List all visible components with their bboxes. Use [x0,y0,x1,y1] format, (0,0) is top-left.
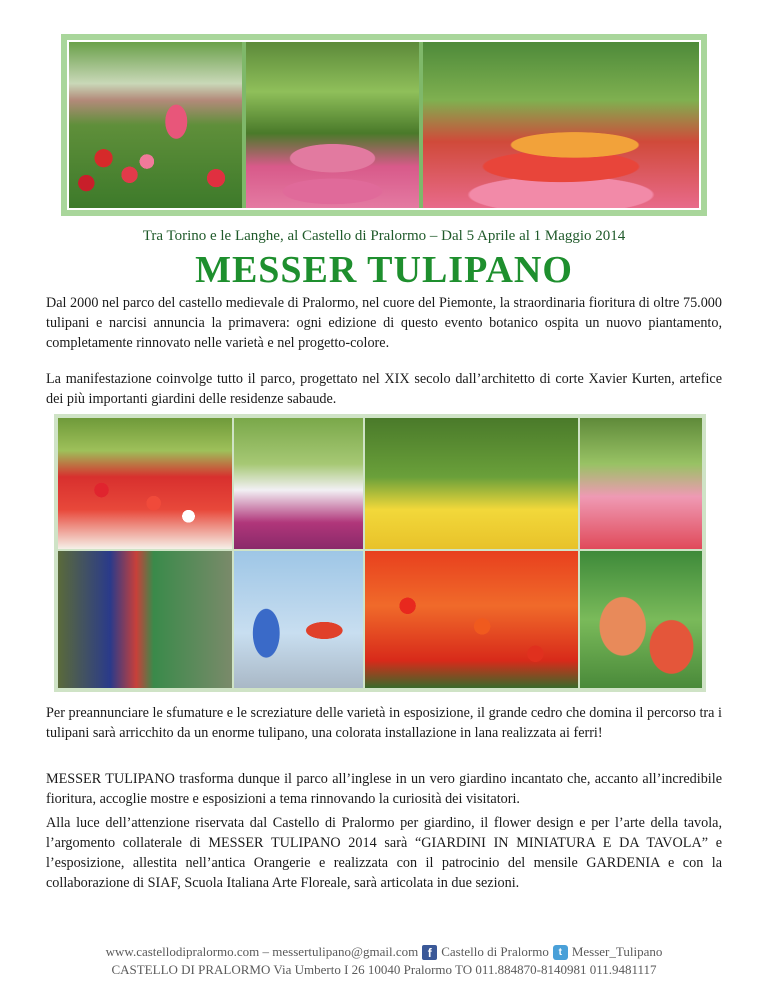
collage-photo-orange-tulips [365,551,578,688]
event-subtitle: Tra Torino e le Langhe, al Castello di Pralormo – Dal 5 Aprile al 1 Maggio 2014 [142,228,626,244]
footer-twitter-label[interactable]: Messer_Tulipano [571,944,663,959]
garden-paragraph: MESSER TULIPANO trasforma dunque il parco all’inglese in un vero giardino incantato che, accanto all’incredibile fioritura, accoglie mostre e esposizioni a tema rinnovando la curiosità dei visitatori. [46,771,722,807]
collage-photo-knitted-tree [58,551,232,688]
footer-facebook-label[interactable]: Castello di Pralormo [441,944,549,959]
footer-contacts[interactable]: www.castellodipralormo.com – messertulipano@gmail.com [105,944,419,959]
collage-photo-knitted-branches [234,551,363,688]
facebook-icon[interactable]: f [422,945,437,960]
exhibition-paragraph: Alla luce dell’attenzione riservata dal Castello di Pralormo per giardino, il flower design e per l’arte della tavola, l’argomento collaterale di MESSER TULIPANO 2014 sarà “GIARDINI IN MINIATURA E DA TAVOLA” e l’esposizione, allestita nell’antica Orangerie e realizzata con il patrocinio del mensile GARDENIA e con la collaborazione di SIAF, Scuola Italiana Arte Floreale, sarà articolata in due sezioni. [46,815,722,891]
top-photo-banner [61,34,707,216]
twitter-icon[interactable]: t [553,945,568,960]
park-tulips-photo [246,42,419,208]
footer-contacts-line [0,944,768,960]
collage-photo-pink-tulips [580,418,702,549]
collage-photo-red-tulips [58,418,232,549]
collage-photo-tulip-bee [580,551,702,688]
park-paragraph: La manifestazione coinvolge tutto il parco, progettato nel XIX secolo dall’architetto di corte Xavier Kurten, artefice dei più importanti giardini delle residenze sabaude. [46,371,722,407]
castle-tulips-photo [69,42,242,208]
collage-photo-white-purple-tulips [234,418,363,549]
footer-address: CASTELLO DI PRALORMO Via Umberto I 26 10040 Pralormo TO 011.884870-8140981 011.9481117 [111,962,657,977]
installation-paragraph: Per preannunciare le sfumature e le screziature delle varietà in esposizione, il grande cedro che domina il percorso tra i tulipani sarà arricchito da un enorme tulipano, una colorata installazione in lana realizzata ai ferri! [46,705,722,741]
page-title: MESSER TULIPANO [195,249,573,291]
intro-paragraph: Dal 2000 nel parco del castello medievale di Pralormo, nel cuore del Piemonte, la straordinaria fioritura di oltre 75.000 tulipani e narcisi annuncia la primavera: ogni edizione di questo evento botanico ospita un nuovo piantamento, completamente rinnovato nelle varietà e nel progetto-colore. [46,295,722,351]
photo-collage [54,414,706,692]
collage-photo-yellow-tulips [365,418,578,549]
tulip-field-photo [423,42,699,208]
